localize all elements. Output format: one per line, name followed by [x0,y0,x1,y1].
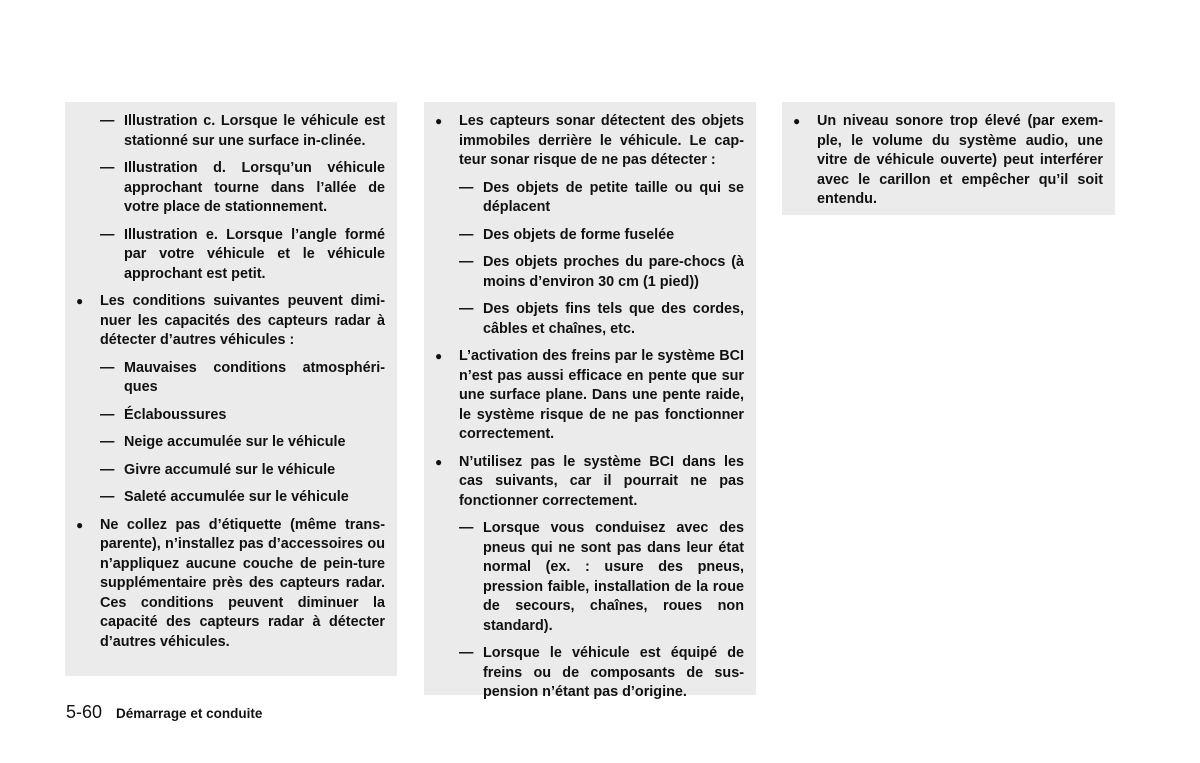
dash-icon: — [100,113,115,129]
dash-icon: — [100,406,115,423]
bullet-paragraph [433,453,744,512]
paragraph-text: Illustration c. Lorsque le véhicule est stationné sur une surface in-clinée. [124,113,385,149]
section-title: Démarrage et conduite [116,706,263,721]
paragraph-text: Saleté accumulée sur le véhicule [124,489,349,505]
dash-icon: — [100,434,115,450]
dash-list-item [433,519,744,636]
dash-icon: — [459,520,474,536]
page-number: 5-60 [66,702,103,722]
dash-icon: — [459,645,474,661]
bullet-paragraph [74,516,385,653]
paragraph-text: Givre accumulé sur le véhicule [124,461,336,478]
bullet-paragraph [433,347,744,445]
dash-icon: — [100,489,115,505]
dash-icon: — [459,226,474,243]
dash-list-item [74,461,385,481]
dash-list-item [74,359,385,398]
bullet-icon: ● [435,114,443,128]
bullet-icon: ● [435,349,443,363]
paragraph-text: L’activation des freins par le système BCI n’est pas aussi efficace en pente que sur une surface plane. Dans une pente raide, le système risque de ne pas fonctionner correctement. [459,348,744,442]
dash-list-item [74,488,385,508]
dash-list-item [74,112,385,151]
text-column-3 [782,102,1115,215]
dash-icon: — [459,179,474,196]
paragraph-text: Des objets de forme fuselée [483,226,675,243]
paragraph-text: Des objets proches du pare-chocs (à moins d’environ 30 cm (1 pied)) [483,254,744,290]
dash-list-item [74,406,385,426]
bullet-paragraph [74,292,385,351]
bullet-icon: ● [435,454,443,469]
dash-list-item [74,159,385,218]
bullet-icon: ● [76,294,84,308]
dash-icon: — [100,461,115,478]
bullet-icon: ● [76,517,84,532]
bullet-icon: ● [793,114,801,128]
paragraph-text: N’utilisez pas le système BCI dans les cas suivants, car il pourrait ne pas fonctionner correctement. [459,453,744,509]
page-footer [66,702,262,723]
dash-list-item [74,433,385,453]
text-column-2 [424,102,756,700]
paragraph-text: Lorsque vous conduisez avec des pneus qui ne sont pas dans leur état normal (ex. : usure des pneus, pression faible, installation de la roue de secours, chaînes, roues non standard). [483,520,744,634]
paragraph-text: Illustration e. Lorsque l’angle formé par votre véhicule et le véhicule approchant est petit. [124,226,385,282]
dash-list-item [433,226,744,246]
paragraph-text: Les conditions suivantes peuvent dimi-nuer les capacités des capteurs radar à détecter d’autres véhicules : [100,293,385,348]
dash-list-item [433,300,744,339]
bullet-paragraph [791,112,1103,210]
paragraph-text: Des objets de petite taille ou qui se déplacent [483,179,744,215]
paragraph-text: Les capteurs sonar détectent des objets immobiles derrière le véhicule. Le cap-teur sonar risque de ne pas détecter : [459,113,744,168]
dash-list-item [433,179,744,218]
paragraph-text: Lorsque le véhicule est équipé de freins ou de composants de sus-pension n’étant pas d’origine. [483,645,744,700]
dash-icon: — [459,254,474,270]
dash-list-item [74,226,385,285]
paragraph-text: Des objets fins tels que des cordes, câbles et chaînes, etc. [483,301,744,337]
paragraph-text: Illustration d. Lorsqu’un véhicule approchant tourne dans l’allée de votre place de stationnement. [124,160,385,215]
paragraph-text: Neige accumulée sur le véhicule [124,434,346,450]
dash-list-item [433,253,744,292]
paragraph-text: Un niveau sonore trop élevé (par exem-ple, le volume du système audio, une vitre de véhicule ouverte) peut interférer avec le carillon et empêcher qu’il soit entendu. [817,113,1103,207]
text-column-1 [65,102,397,676]
dash-icon: — [100,160,115,176]
dash-icon: — [100,226,115,243]
dash-icon: — [459,301,474,317]
bullet-paragraph [433,112,744,171]
paragraph-text: Mauvaises conditions atmosphéri-ques [124,359,385,395]
paragraph-text: Ne collez pas d’étiquette (même trans-parente), n’installez pas d’accessoires ou n’appliquez aucune couche de pein-ture supplémentaire près des capteurs radar. Ces conditions peuvent diminuer la capacité des capteurs radar à détecter d’autres véhicules. [100,516,385,650]
paragraph-text: Éclaboussures [124,406,227,423]
dash-list-item [433,644,744,703]
dash-icon: — [100,359,115,376]
